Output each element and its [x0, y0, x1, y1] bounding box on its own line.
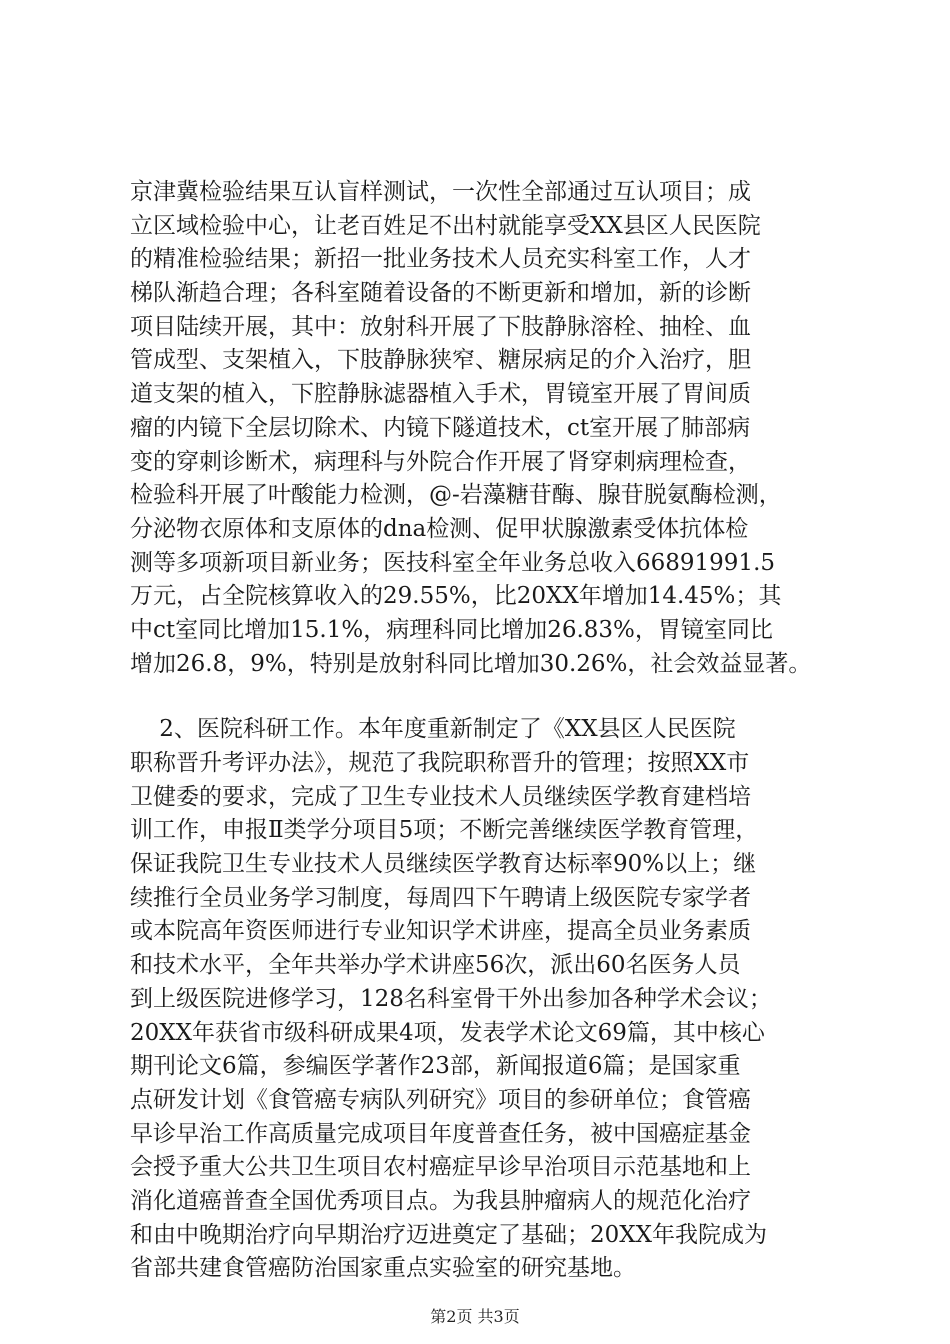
document-body: [130, 176, 850, 1286]
text-line: 会授予重大公共卫生项目农村癌症早诊早治项目示范基地和上: [130, 1154, 751, 1181]
paragraph-lab-achievements: [130, 176, 850, 681]
page-footer: 第2页 共3页: [430, 1307, 520, 1326]
text-line: 道支架的植入，下腔静脉滤器植入手术，胃镜室开展了胃间质: [130, 381, 751, 408]
text-line: 增加26.8，9%，特别是放射科同比增加30.26%，社会效益显著。: [130, 650, 812, 677]
text-line: 中ct室同比增加15.1%，病理科同比增加26.83%，胃镜室同比: [130, 616, 773, 643]
text-line: 和由中晚期治疗向早期治疗迈进奠定了基础；20XX年我院成为: [130, 1221, 768, 1248]
text-line: 2、医院科研工作。本年度重新制定了《XX县区人民医院: [130, 716, 736, 743]
text-line: 20XX年获省市级科研成果4项，发表学术论文69篇，其中核心: [130, 1019, 765, 1046]
text-line: 变的穿刺诊断术，病理科与外院合作开展了肾穿刺病理检查，: [130, 448, 751, 475]
text-line: 管成型、支架植入，下肢静脉狭窄、糖尿病足的介入治疗，胆: [130, 347, 751, 374]
text-line: 省部共建食管癌防治国家重点实验室的研究基地。: [130, 1255, 636, 1282]
text-line: 续推行全员业务学习制度，每周四下午聘请上级医院专家学者: [130, 884, 751, 911]
text-line: 分泌物衣原体和支原体的dna检测、促甲状腺激素受体抗体检: [130, 515, 749, 542]
text-line: 早诊早治工作高质量完成项目年度普查任务，被中国癌症基金: [130, 1120, 751, 1147]
text-line: 项目陆续开展，其中：放射科开展了下肢静脉溶栓、抽栓、血: [130, 313, 751, 340]
text-line: 训工作，申报Ⅱ类学分项目5项；不断完善继续医学教育管理，: [130, 817, 759, 844]
text-line: 点研发计划《食管癌专病队列研究》项目的参研单位；食管癌: [130, 1086, 751, 1113]
text-line: 职称晋升考评办法》，规范了我院职称晋升的管理；按照XX市: [130, 750, 750, 776]
text-line: 或本院高年资医师进行专业知识学术讲座，提高全员业务素质: [130, 918, 751, 945]
text-line: 测等多项新项目新业务；医技科室全年业务总收入66891991.5: [130, 549, 776, 576]
text-line: 梯队渐趋合理；各科室随着设备的不断更新和增加，新的诊断: [130, 280, 751, 307]
text-line: 万元，占全院核算收入的29.55%，比20XX年增加14.45%；其: [130, 583, 782, 610]
text-line: 卫健委的要求，完成了卫生专业技术人员继续医学教育建档培: [130, 783, 751, 810]
text-line: 消化道癌普查全国优秀项目点。为我县肿瘤病人的规范化治疗: [130, 1187, 751, 1214]
text-line: 检验科开展了叶酸能力检测，@-岩藻糖苷酶、腺苷脱氨酶检测，: [130, 482, 782, 509]
text-line: 立区域检验中心，让老百姓足不出村就能享受XX县区人民医院: [130, 212, 761, 239]
text-line: 保证我院卫生专业技术人员继续医学教育达标率90%以上；继: [130, 851, 757, 878]
paragraph-research-work: [130, 713, 850, 1286]
text-line: 的精准检验结果；新招一批业务技术人员充实科室工作，人才: [130, 246, 751, 273]
text-line: 京津冀检验结果互认盲样测试，一次性全部通过互认项目；成: [130, 179, 751, 205]
text-line: 到上级医院进修学习，128名科室骨干外出参加各种学术会议；: [130, 985, 772, 1012]
text-line: 期刊论文6篇，参编医学著作23部，新闻报道6篇；是国家重: [130, 1053, 741, 1080]
text-line: 和技术水平，全年共举办学术讲座56次，派出60名医务人员: [130, 952, 741, 979]
text-line: 瘤的内镜下全层切除术、内镜下隧道技术，ct室开展了肺部病: [130, 414, 751, 441]
